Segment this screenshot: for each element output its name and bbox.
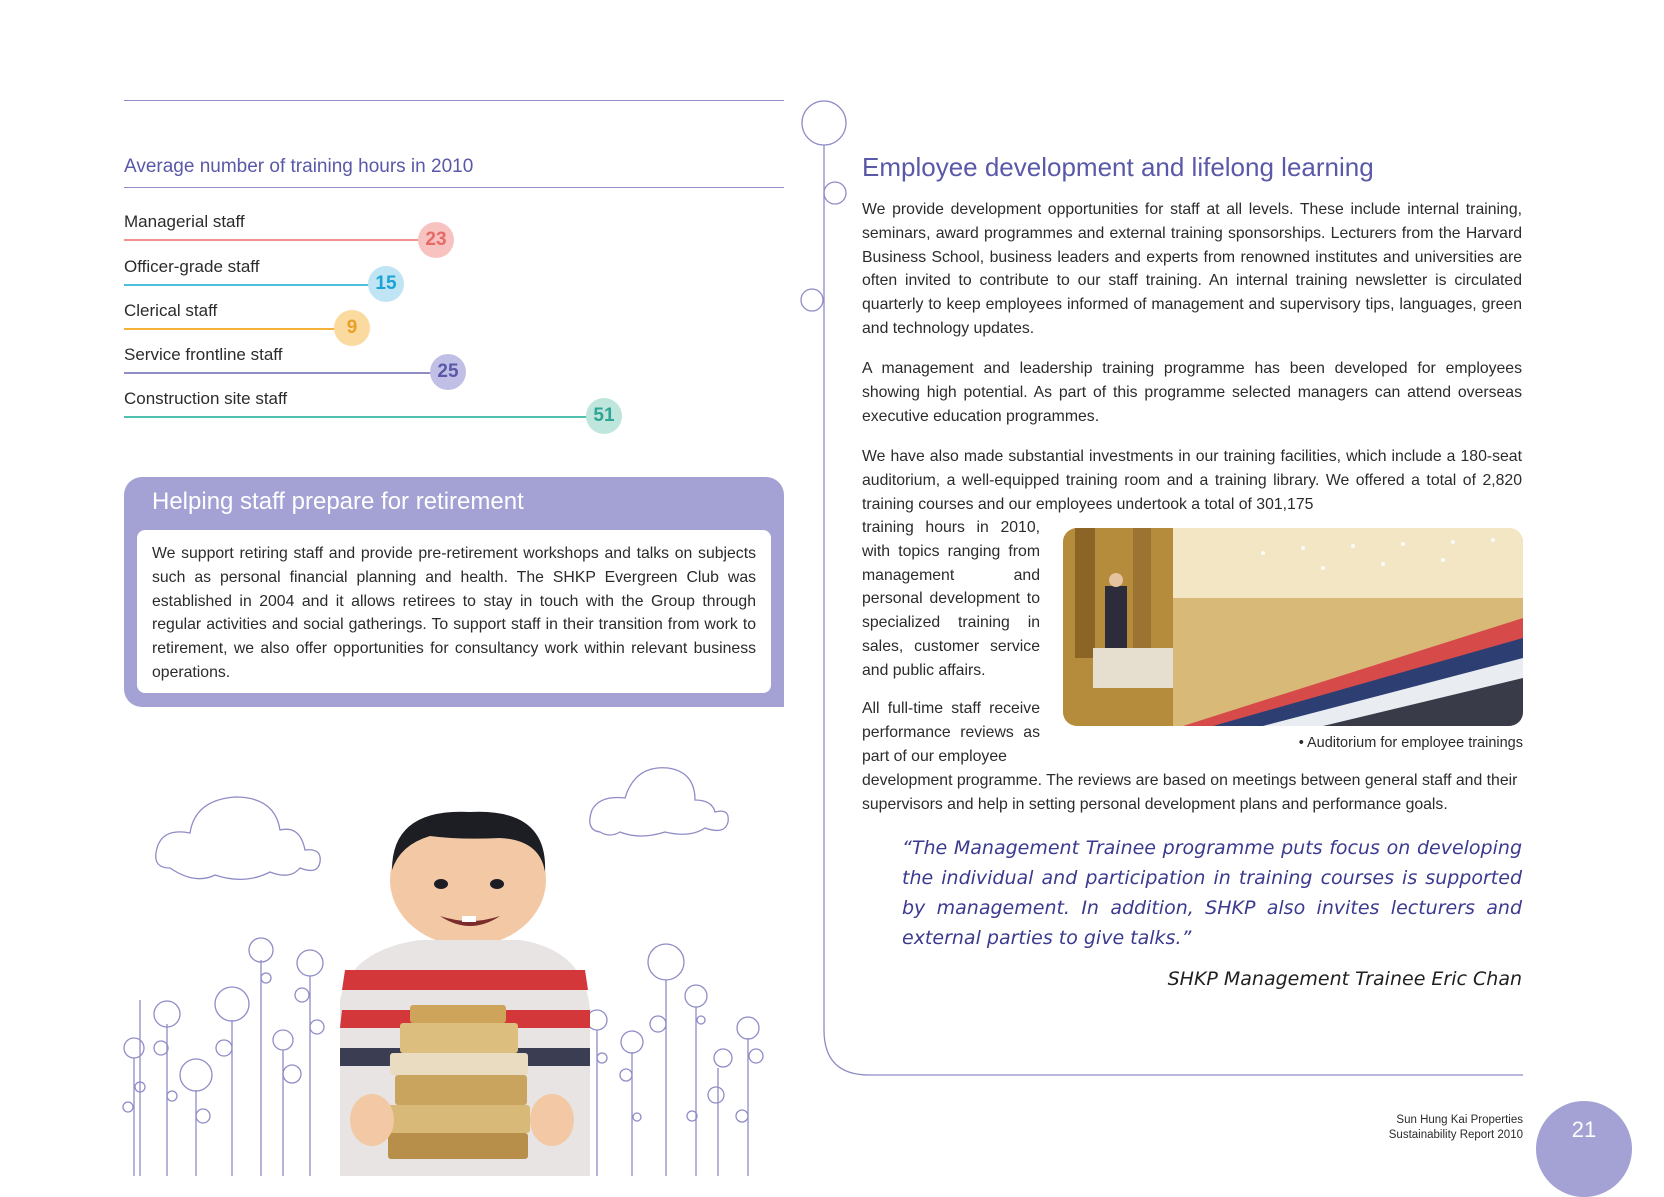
- footer-company: [1240, 1113, 1523, 1143]
- paragraph-1: We provide development opportunities for staff at all levels. These include internal training, seminars, award programmes and external training sponsorships. Lecturers from the Harvard Business School, business leaders and experts from renowned institutes and universities are often invited to contribute to our staff training. An internal training newsletter is circulated quarterly to keep employees informed of management and supervisory tips, languages, green and technology updates.: [862, 201, 1522, 337]
- stat-label: Construction site staff: [124, 389, 288, 408]
- auditorium-photo: [1063, 528, 1523, 726]
- paragraph-4-continued: development programme. The reviews are based on meetings between general staff and their supervisors and help in setting personal development plans and performance goals.: [862, 772, 1518, 813]
- section-title: Employee development and lifelong learning: [862, 152, 1374, 182]
- stat-bubble: 51: [586, 398, 622, 434]
- paragraph-4-start: All full-time staff receive performance reviews as part of our employee: [862, 700, 1040, 765]
- paragraph-2: A management and leadership training programme has been developed for employees showing high potential. As part of this programme selected managers can attend overseas executive education programmes.: [862, 360, 1522, 425]
- page-number-circle: [1536, 1101, 1632, 1197]
- paragraph-3: We have also made substantial investments in our training facilities, which include a 180-seat auditorium, a well-equipped training room and a training library. We offered a total of 2,820 training courses and our employees undertook a total of 301,175: [862, 448, 1522, 513]
- stat-label: Managerial staff: [124, 212, 245, 231]
- quote-attribution: SHKP Management Trainee Eric Chan: [1167, 968, 1522, 990]
- retirement-title: Helping staff prepare for retirement: [152, 488, 524, 515]
- trainee-quote: “The Management Trainee programme puts focus on developing the individual and participation in training courses is supported by management. In addition, SHKP also invites lecturers and external parties to give talks.”: [902, 837, 1522, 949]
- photo-caption: • Auditorium for employee trainings: [1298, 735, 1523, 751]
- stat-label: Clerical staff: [124, 301, 218, 320]
- stat-bubble: 15: [368, 266, 404, 302]
- child-illustration: [340, 812, 590, 1176]
- circle-icon: [802, 101, 846, 145]
- footer-report-name: Sustainability Report 2010: [1388, 1129, 1523, 1141]
- stat-label: Service frontline staff: [124, 345, 283, 364]
- footer-company-name: Sun Hung Kai Properties: [1396, 1114, 1523, 1126]
- retirement-body: We support retiring staff and provide pre-retirement workshops and talks on subjects such as personal financial planning and health. The SHKP Evergreen Club was established in 2004 and it allows retirees to stay in touch with the Group through regular activities and social gatherings. To support staff in their transition from work to retirement, we also offer opportunities for consultancy work within relevant business operations.: [152, 545, 756, 681]
- page-number: 21: [1571, 1117, 1597, 1142]
- stats-title: Average number of training hours in 2010: [124, 156, 474, 177]
- stat-bubble: 9: [334, 310, 370, 346]
- paragraph-3-continued: training hours in 2010, with topics ranging from management and personal development to specialized training in sales, customer service and public affairs.: [862, 519, 1040, 679]
- stat-label: Officer-grade staff: [124, 257, 260, 276]
- stat-bubble: 23: [418, 222, 454, 258]
- stat-bubble: 25: [430, 354, 466, 390]
